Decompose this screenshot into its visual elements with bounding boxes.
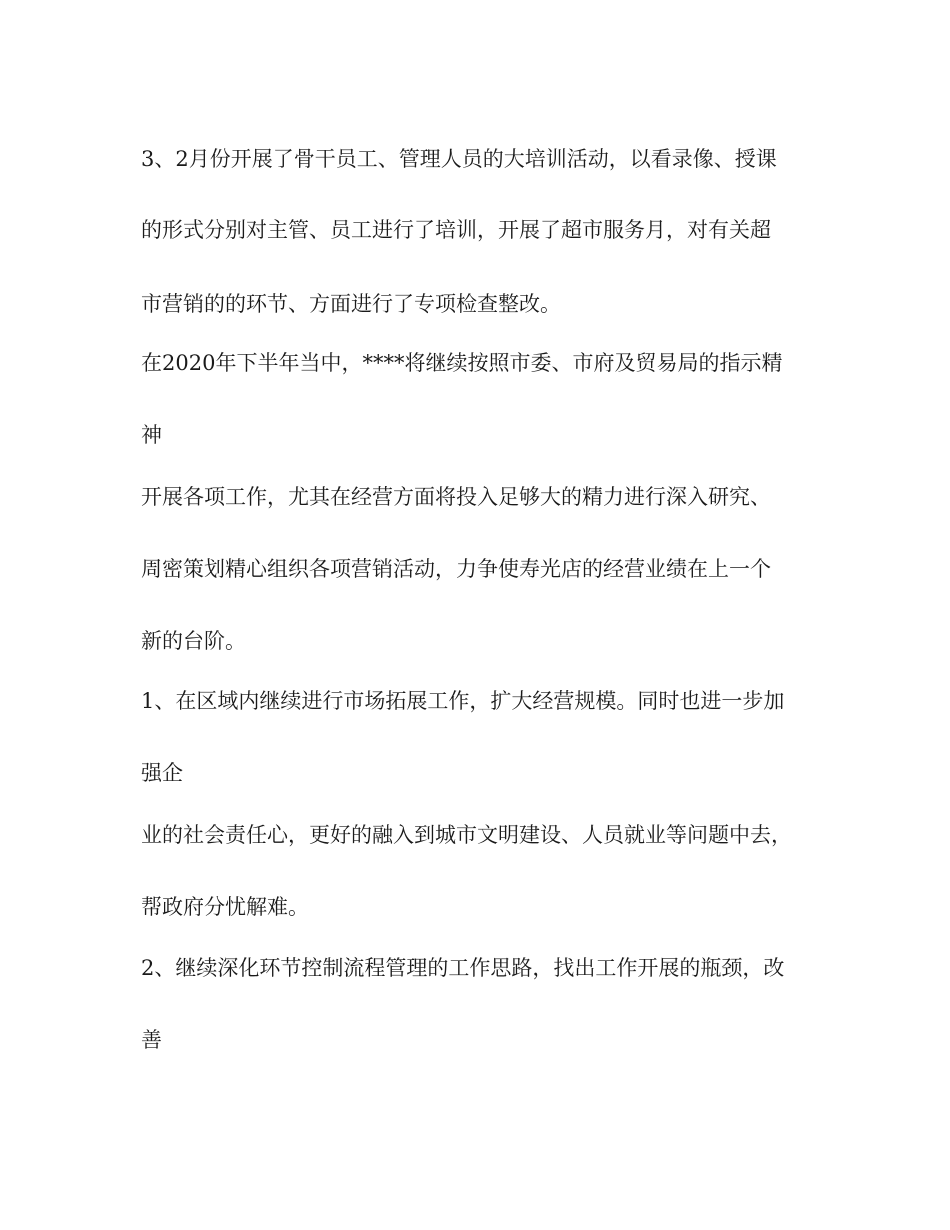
- text-line: 3、2月份开展了骨干员工、管理人员的大培训活动，以看录像、授课: [141, 147, 777, 171]
- text-line: 帮政府分忧解难。: [141, 895, 309, 919]
- text-line: 善: [141, 1028, 162, 1052]
- text-line: 周密策划精心组织各项营销活动，力争使寿光店的经营业绩在上一个: [141, 557, 771, 581]
- text-line: 2、继续深化环节控制流程管理的工作思路，找出工作开展的瓶颈，改: [141, 956, 785, 980]
- text-line: 在2020年下半年当中，****将继续按照市委、市府及贸易局的指示精: [141, 351, 783, 375]
- text-line: 强企: [141, 761, 183, 785]
- text-line: 1、在区域内继续进行市场拓展工作，扩大经营规模。同时也进一步加: [141, 689, 785, 713]
- text-line: 的形式分别对主管、员工进行了培训，开展了超市服务月，对有关超: [141, 218, 771, 242]
- text-line: 开展各项工作，尤其在经营方面将投入足够大的精力进行深入研究、: [141, 485, 771, 509]
- text-line: 市营销的的环节、方面进行了专项检查整改。: [141, 292, 561, 316]
- text-line: 神: [141, 423, 162, 447]
- text-line: 新的台阶。: [141, 629, 246, 653]
- text-line: 业的社会责任心，更好的融入到城市文明建设、人员就业等问题中去，: [141, 823, 792, 847]
